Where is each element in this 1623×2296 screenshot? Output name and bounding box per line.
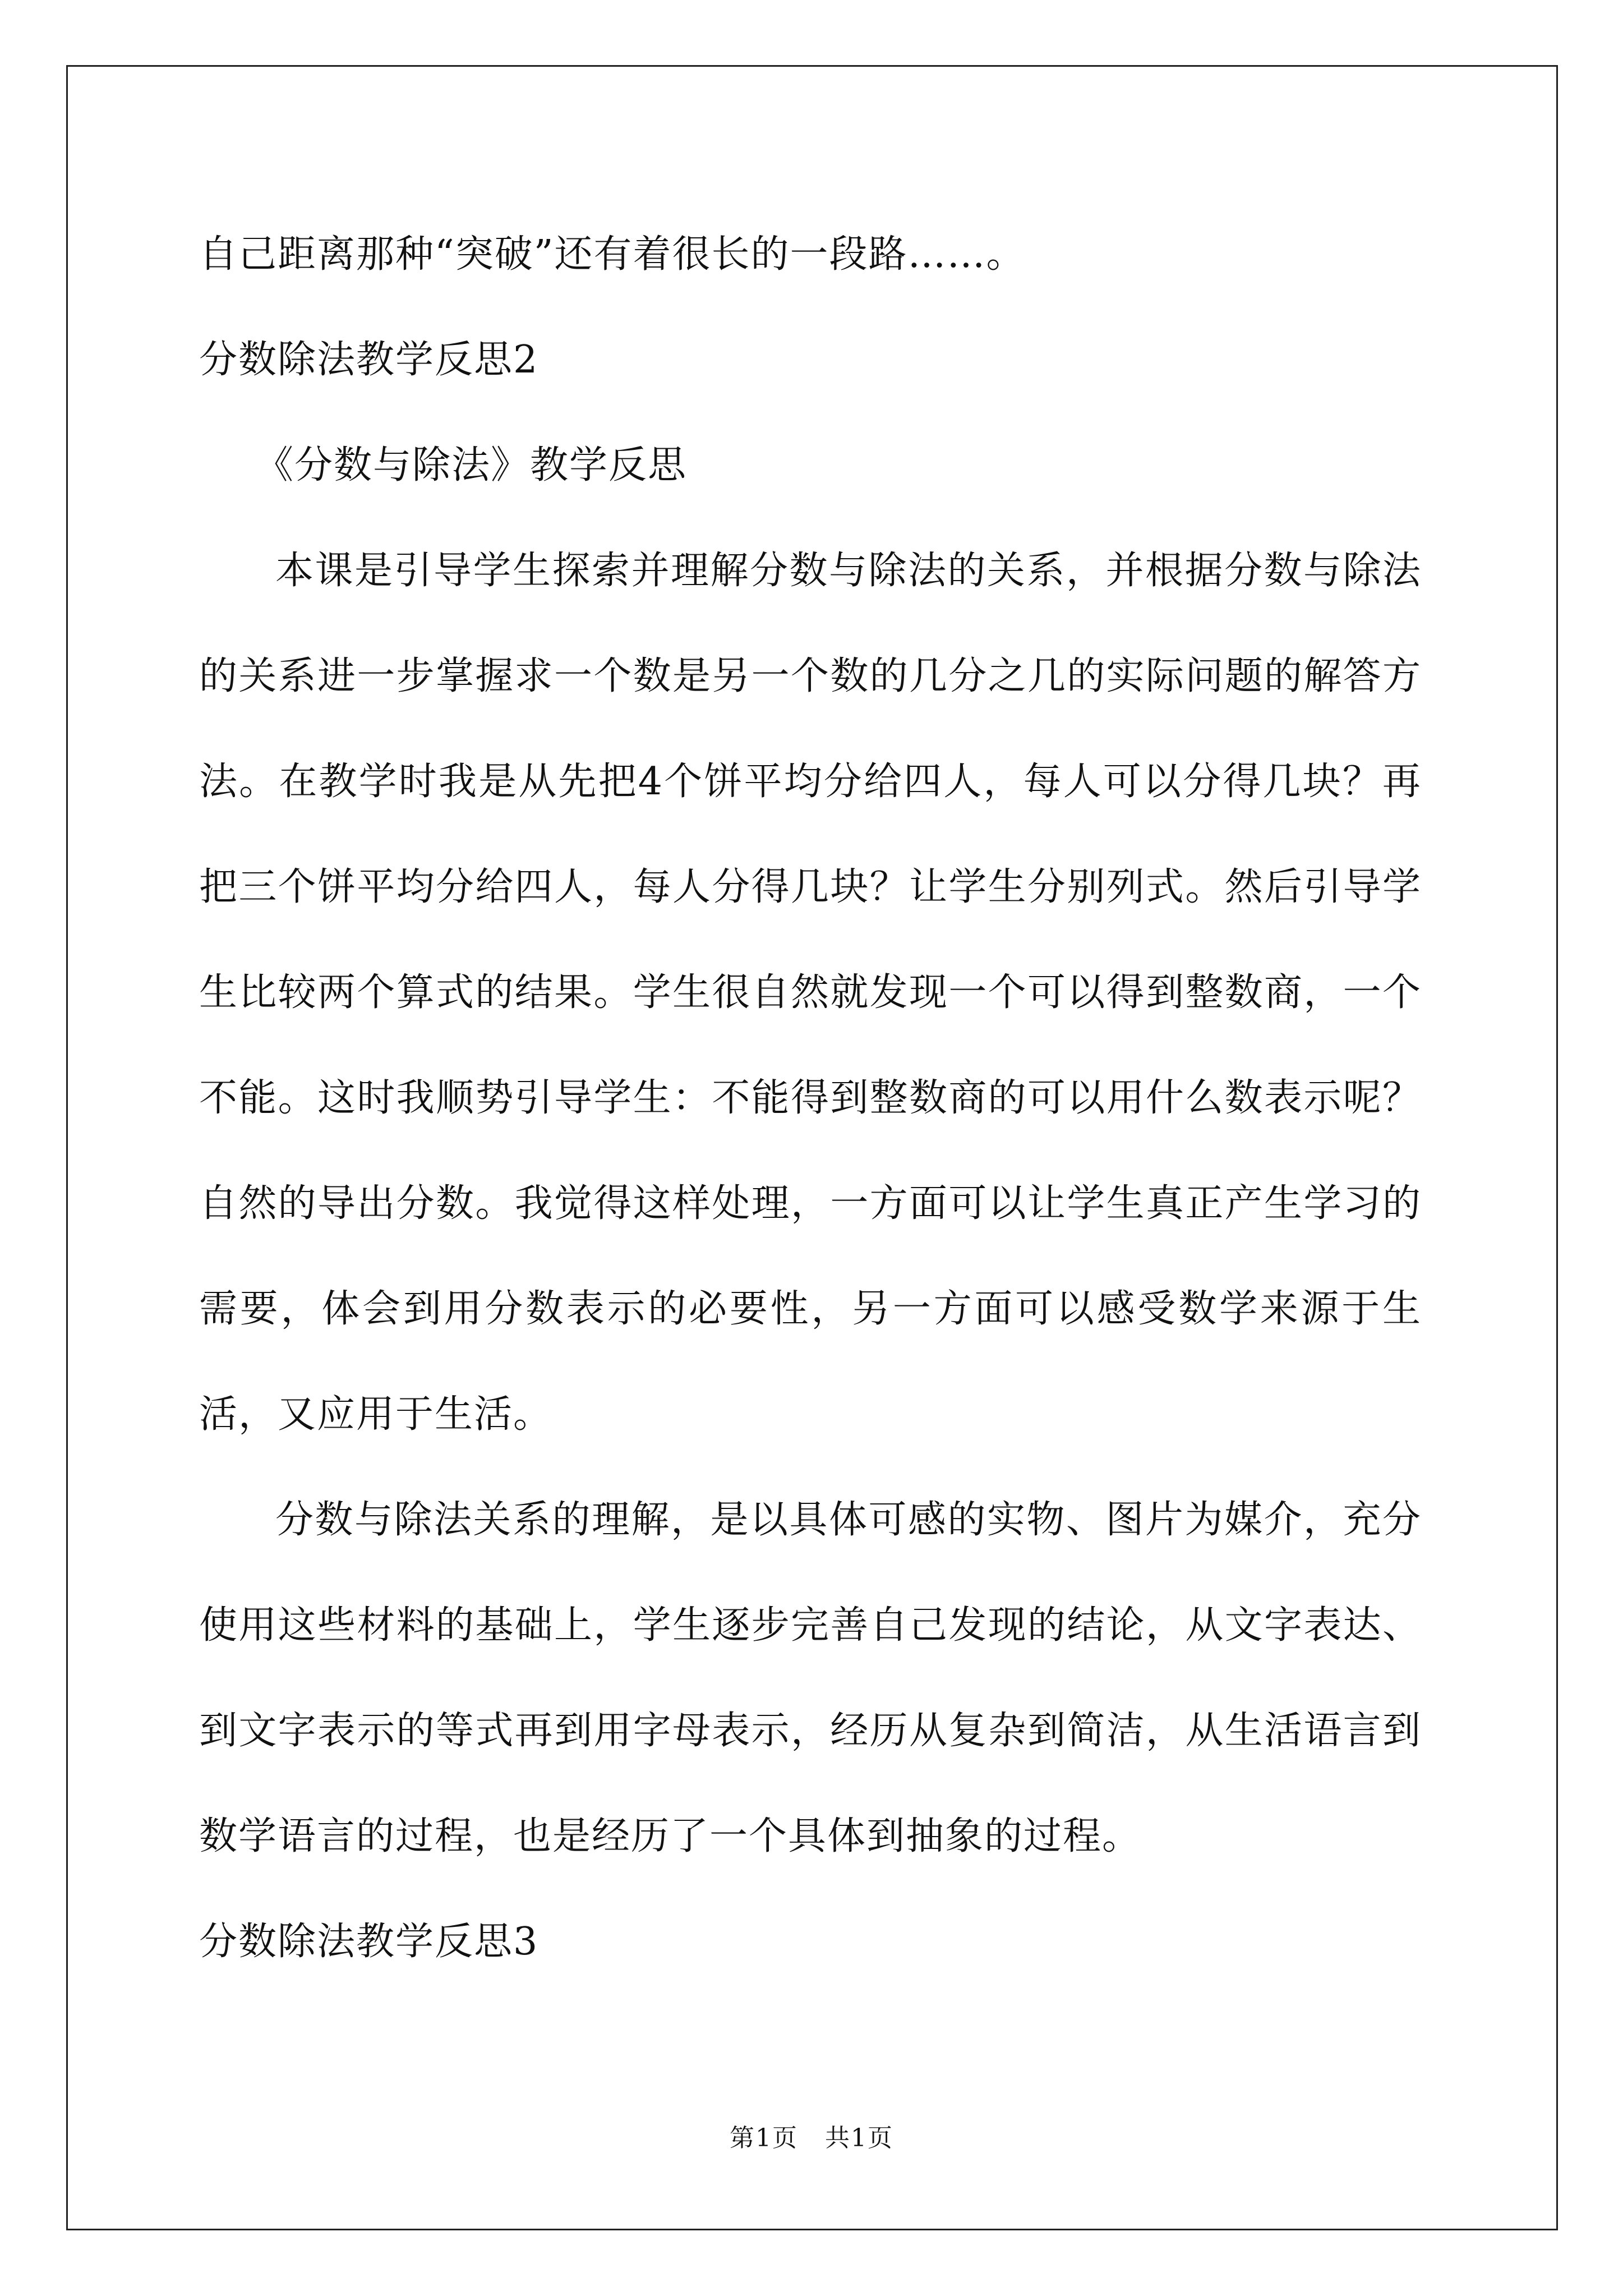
- text-line: 自己距离那种“突破”还有着很长的一段路……。: [199, 232, 1026, 277]
- page-footer: [0, 2118, 1623, 2154]
- document-body: [199, 202, 1422, 1995]
- page-number: 第1页: [730, 2124, 799, 2152]
- paragraph: 本课是引导学生探索并理解分数与除法的关系，并根据分数与除法的关系进一步掌握求一个数是另一个数的几分之几的实际问题的解答方法。在教学时我是从先把4个饼平均分给四人，每人可以分得几块？再把三个饼平均分给四人，每人分得几块？让学生分别列式。然后引导学生比较两个算式的结果。学生很自然就发现一个可以得到整数商，一个不能。这时我顺势引导学生：不能得到整数商的可以用什么数表示呢？自然的导出分数。我觉得这样处理，一方面可以让学生真正产生学习的需要，体会到用分数表示的必要性，另一方面可以感受数学来源于生活，又应用于生活。: [199, 549, 1422, 1437]
- article-title: 《分数与除法》教学反思: [255, 443, 688, 487]
- paragraph: 分数与除法关系的理解，是以具体可感的实物、图片为媒介，充分使用这些材料的基础上，学生逐步完善自己发现的结论，从文字表达、到文字表示的等式再到用字母表示，经历从复杂到简洁，从生活语言到数学语言的过程，也是经历了一个具体到抽象的过程。: [199, 1498, 1422, 1858]
- section-heading: 分数除法教学反思3: [199, 1920, 539, 1964]
- page-total: 共1页: [824, 2124, 893, 2152]
- section-heading: 分数除法教学反思2: [199, 338, 539, 382]
